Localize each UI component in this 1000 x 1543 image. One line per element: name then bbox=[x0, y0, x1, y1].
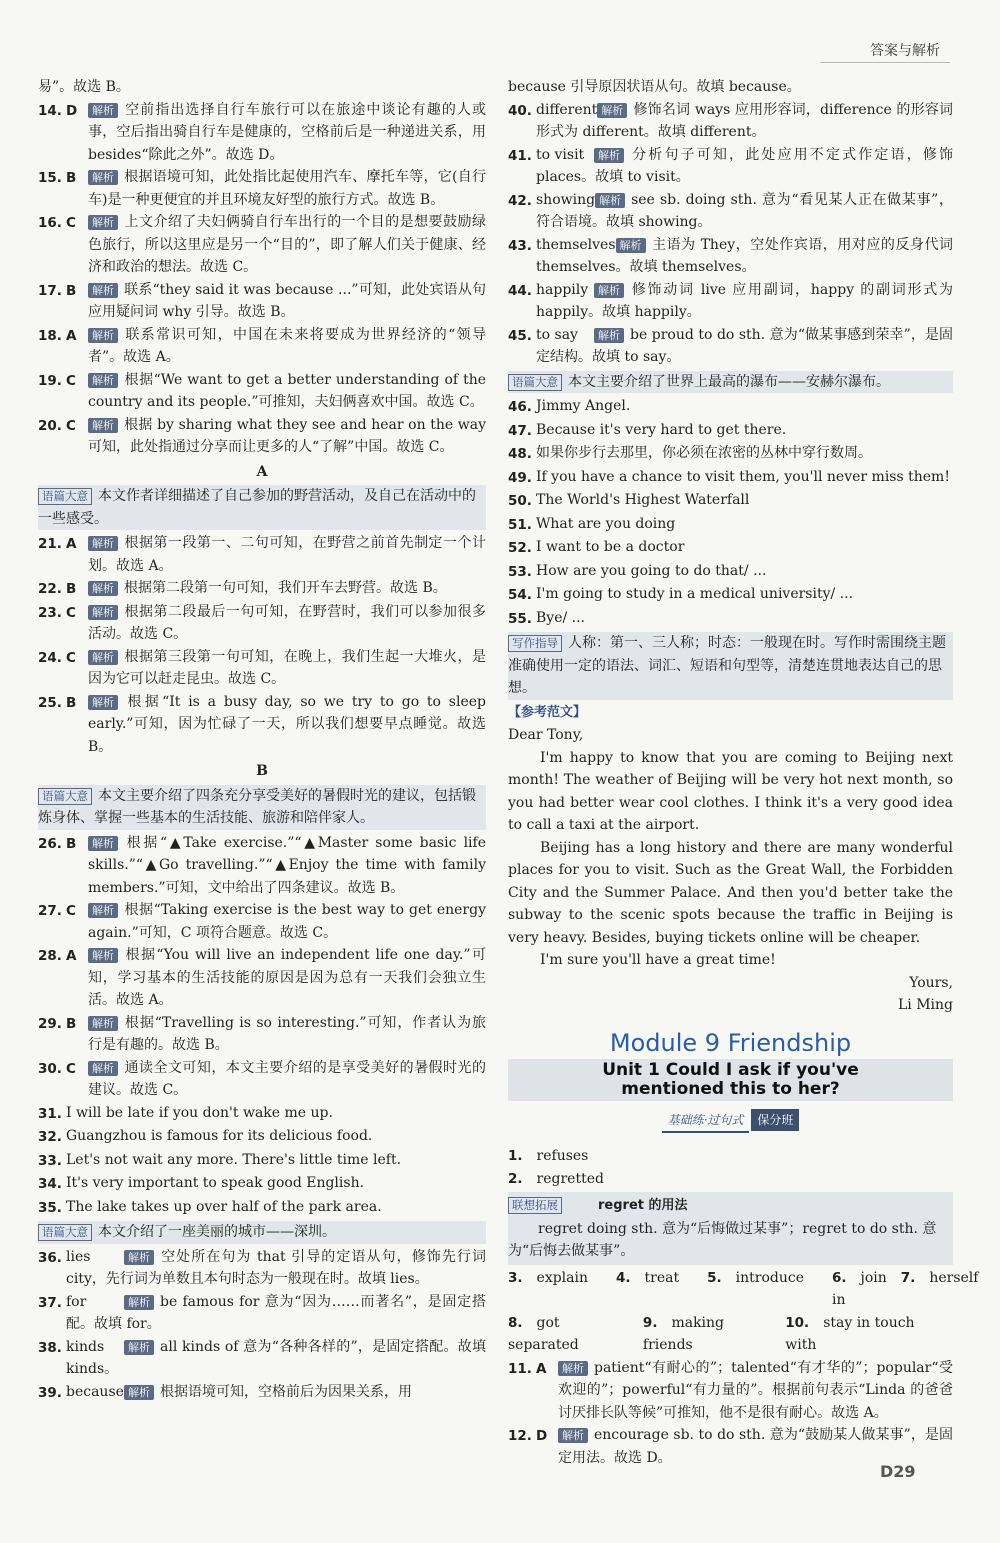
fill-content bbox=[536, 99, 953, 144]
analysis-tag: 解析 bbox=[88, 605, 118, 620]
analysis-tag: 解析 bbox=[88, 170, 118, 185]
question-number: 1. bbox=[508, 1148, 523, 1164]
question-number: 37. bbox=[38, 1294, 62, 1311]
answer-text: It's very important to speak good English. bbox=[66, 1175, 365, 1191]
explanation-text bbox=[88, 369, 486, 414]
analysis-tag: 解析 bbox=[124, 1250, 154, 1265]
word-answer bbox=[785, 1312, 939, 1357]
question-item bbox=[508, 1357, 953, 1425]
word-answer bbox=[508, 1267, 602, 1290]
answer-word: refuses bbox=[536, 1148, 589, 1164]
fill-item bbox=[38, 1336, 486, 1381]
page-header-title: 答案与解析 bbox=[870, 43, 940, 59]
filled-word: showing bbox=[536, 191, 596, 208]
question-item bbox=[38, 1012, 486, 1057]
filled-word: to visit bbox=[536, 146, 585, 163]
explanation-text bbox=[558, 1357, 953, 1425]
essay-greeting: Dear Tony, bbox=[508, 727, 584, 743]
question-number: 34. bbox=[38, 1176, 62, 1192]
answer-letter: A bbox=[66, 327, 77, 344]
question-number: 54. bbox=[508, 587, 532, 603]
filled-word: different bbox=[536, 101, 598, 118]
essay-label: 【参考范文】 bbox=[508, 704, 587, 720]
answer-item bbox=[508, 560, 953, 584]
analysis-tag: 解析 bbox=[88, 903, 118, 918]
question-number: 33. bbox=[38, 1152, 62, 1169]
question-item bbox=[38, 99, 486, 167]
answer-letter: D bbox=[536, 1428, 548, 1444]
question-number: 30. bbox=[38, 1060, 62, 1077]
question-number: 49. bbox=[508, 469, 532, 486]
fill-content bbox=[66, 1291, 486, 1336]
level-label: 基础练·过句式 bbox=[662, 1109, 750, 1134]
section-heading: B bbox=[256, 763, 268, 779]
explanation-body: 修饰名词 ways 应用形容词，difference 的形容词形式为 different。故填 different。 bbox=[536, 101, 953, 140]
question-number: 35. bbox=[38, 1199, 62, 1216]
explanation-body: see sb. doing sth. 意为“看见某人正在做某事”，符合语境。故填 showing。 bbox=[536, 191, 953, 230]
analysis-tag: 解析 bbox=[616, 238, 646, 253]
answer-letter: B bbox=[66, 282, 77, 299]
answer-text: 如果你步行去那里，你必须在浓密的丛林中穿行数周。 bbox=[536, 445, 872, 461]
right-column bbox=[508, 76, 979, 1469]
question-number: 15. bbox=[38, 170, 62, 186]
fill-item bbox=[508, 144, 953, 189]
question-item bbox=[38, 601, 486, 646]
filled-word: to say bbox=[536, 326, 578, 343]
answer-word: regretted bbox=[536, 1170, 604, 1187]
answer-text: I'm going to study in a medical university/ ... bbox=[536, 586, 854, 602]
explanation-text bbox=[88, 1012, 486, 1057]
explanation-text bbox=[88, 899, 486, 944]
passage-summary bbox=[38, 785, 486, 830]
analysis-tag: 解析 bbox=[594, 148, 624, 163]
question-item bbox=[38, 1057, 486, 1102]
question-number: 29. bbox=[38, 1015, 62, 1032]
question-number: 12. bbox=[508, 1428, 532, 1444]
explanation-text bbox=[88, 1057, 486, 1102]
analysis-tag: 解析 bbox=[595, 193, 625, 208]
answer-item bbox=[508, 583, 953, 607]
answer-item bbox=[38, 1172, 486, 1196]
analysis-tag: 解析 bbox=[88, 215, 118, 230]
explanation-body: 修饰动词 live 应用副词，happy 的副词形式为 happily。故填 happily。 bbox=[536, 281, 953, 320]
answer-word: stay in touch with bbox=[785, 1314, 915, 1353]
explanation-body: encourage sb. to do sth. 意为“鼓励某人做某事”，是固定用法。故选 D。 bbox=[558, 1427, 953, 1466]
analysis-tag: 解析 bbox=[88, 103, 118, 118]
explanation-body: 根据“Travelling is so interesting.”可知，作者认为旅行是有趣的。故选 B。 bbox=[88, 1014, 486, 1053]
answer-word: herself bbox=[929, 1269, 979, 1286]
analysis-tag: 解析 bbox=[88, 581, 118, 596]
passage-summary bbox=[508, 371, 953, 394]
answer-item bbox=[508, 489, 953, 513]
question-number: 25. bbox=[38, 694, 62, 711]
answer-text: The World's Highest Waterfall bbox=[536, 492, 750, 508]
question-number: 8. bbox=[508, 1314, 523, 1331]
question-item bbox=[38, 944, 486, 1012]
question-number: 50. bbox=[508, 493, 532, 509]
answer-item bbox=[38, 1149, 486, 1173]
answer-letter: D bbox=[66, 102, 78, 119]
answer-letter: C bbox=[66, 215, 76, 231]
summary-tag: 语篇大意 bbox=[38, 1224, 92, 1241]
question-number: 28. bbox=[38, 948, 62, 964]
answer-word: treat bbox=[644, 1269, 680, 1286]
summary-tag: 语篇大意 bbox=[508, 374, 562, 391]
question-number: 11. bbox=[508, 1360, 532, 1377]
answer-word: explain bbox=[536, 1269, 588, 1286]
fill-content bbox=[536, 324, 953, 369]
explanation-body: 根据语境可知，此处指比起使用汽车、摩托车等，它(自行车)是一种更便宜的并且环境友好型的旅行方式。故选 B。 bbox=[88, 169, 486, 208]
explanation-text bbox=[88, 532, 486, 577]
question-item bbox=[38, 324, 486, 369]
word-answer bbox=[508, 1145, 602, 1168]
explanation-body: 根据“It is a busy day, so we try to go to sleep early.”可知，因为忙碌了一天，所以我们想要早点睡觉。故选 B。 bbox=[88, 693, 486, 755]
analysis-tag: 解析 bbox=[88, 373, 118, 388]
fill-content bbox=[66, 1246, 486, 1291]
essay-paragraph: I'm sure you'll have a great time! bbox=[540, 952, 776, 968]
answer-text: Let's not wait any more. There's little time left. bbox=[66, 1151, 402, 1168]
analysis-tag: 解析 bbox=[88, 1016, 118, 1031]
answer-text: Guangzhou is famous for its delicious food. bbox=[66, 1128, 373, 1144]
answer-item bbox=[508, 442, 953, 466]
answer-letter: C bbox=[66, 372, 76, 389]
answer-text: If you have a chance to visit them, you'll never miss them! bbox=[536, 468, 950, 485]
summary-text: 本文作者详细描述了自己参加的野营活动，及自己在活动中的一些感受。 bbox=[38, 488, 476, 527]
essay-closing: Yours, bbox=[909, 974, 953, 991]
question-item bbox=[38, 899, 486, 944]
question-number: 21. bbox=[38, 536, 62, 552]
question-number: 5. bbox=[707, 1269, 722, 1286]
extension-title: regret 的用法 bbox=[598, 1198, 688, 1213]
filled-word: for bbox=[66, 1293, 87, 1310]
explanation-body: 分析句子可知，此处应用不定式作定语，修饰 places。故填 to visit。 bbox=[536, 146, 953, 185]
answer-item bbox=[508, 395, 953, 419]
answer-text: Jimmy Angel. bbox=[536, 398, 631, 414]
explanation-body: 空前指出选择自行车旅行可以在旅途中谈论有趣的人或事，空后指出骑自行车是健康的，空格前后是一种递进关系，用 besides“除此之外”。故选 D。 bbox=[88, 101, 486, 163]
answer-item bbox=[508, 419, 953, 443]
analysis-tag: 解析 bbox=[597, 103, 627, 118]
question-number: 27. bbox=[38, 903, 62, 919]
answer-row bbox=[508, 1312, 953, 1357]
explanation-body: 根据“We want to get a better understanding of the country and its people.”可推知，夫妇俩喜欢中国。故选 C。 bbox=[88, 371, 486, 410]
analysis-tag: 解析 bbox=[88, 948, 118, 963]
answer-item bbox=[38, 1125, 486, 1149]
question-item bbox=[38, 532, 486, 577]
fill-item bbox=[508, 234, 953, 279]
level-badge: 保分班 bbox=[751, 1109, 799, 1132]
essay-signature: Li Ming bbox=[897, 997, 953, 1013]
explanation-body: 根据“▲Take exercise.”“▲Master some basic life skills.”“▲Go travelling.”“▲Enjoy the time with family members.”可知，文中给出了四条建议。故选 B。 bbox=[88, 834, 486, 896]
explanation-body: 根据第二段最后一句可知，在野营时，我们可以参加很多活动。故选 C。 bbox=[88, 603, 486, 642]
question-number: 6. bbox=[832, 1269, 847, 1286]
explanation-body: 根据第二段第一句可知，我们开车去野营。故选 B。 bbox=[124, 580, 447, 596]
answer-letter: A bbox=[66, 536, 77, 552]
model-essay bbox=[508, 702, 953, 1017]
explanation-text bbox=[88, 414, 486, 459]
question-number: 19. bbox=[38, 372, 62, 389]
question-number: 7. bbox=[900, 1269, 916, 1286]
fill-item bbox=[38, 1291, 486, 1336]
filled-word: happily bbox=[536, 281, 589, 298]
question-item bbox=[38, 369, 486, 414]
question-number: 45. bbox=[508, 327, 532, 344]
filled-word: themselves bbox=[536, 236, 616, 253]
answer-row bbox=[508, 1145, 953, 1168]
question-number: 16. bbox=[38, 215, 62, 231]
question-number: 31. bbox=[38, 1105, 62, 1122]
explanation-body: 根据“You will live an independent life one day.”可知，学习基本的生活技能的原因是因为总有一天我们会独立生活。故选 A。 bbox=[88, 947, 486, 1008]
explanation-body: 根据第三段第一句可知，在晚上，我们生起一大堆火，是因为它可以赶走昆虫。故选 C。 bbox=[88, 648, 486, 687]
explanation-body: all kinds of 意为“各种各样的”，是固定搭配。故填 kinds。 bbox=[66, 1338, 486, 1377]
answer-text: Bye/ ... bbox=[536, 609, 585, 626]
extension-box bbox=[508, 1192, 953, 1265]
question-number: 26. bbox=[38, 835, 62, 852]
explanation-text bbox=[88, 601, 486, 646]
unit-title bbox=[508, 1059, 953, 1101]
question-number: 4. bbox=[616, 1269, 631, 1286]
explanation-text bbox=[88, 324, 486, 369]
question-number: 22. bbox=[38, 581, 62, 597]
summary-text: 本文主要介绍了四条充分享受美好的暑假时光的建议，包括锻炼身体、掌握一些基本的生活技能、旅游和陪伴家人。 bbox=[38, 787, 476, 826]
question-number: 10. bbox=[785, 1314, 810, 1331]
analysis-tag: 解析 bbox=[88, 650, 118, 665]
analysis-tag: 解析 bbox=[124, 1385, 154, 1400]
fill-content bbox=[536, 279, 953, 324]
answer-word: introduce bbox=[735, 1269, 804, 1286]
extension-tag: 联想拓展 bbox=[508, 1197, 562, 1214]
answer-item bbox=[508, 466, 953, 490]
continued-line: because 引导原因状语从句。故填 because。 bbox=[508, 79, 801, 95]
answer-item bbox=[508, 513, 953, 537]
fill-item bbox=[508, 189, 953, 234]
page-number: D29 bbox=[880, 1462, 916, 1481]
question-number: 52. bbox=[508, 540, 532, 556]
question-item bbox=[38, 832, 486, 900]
word-answer bbox=[707, 1267, 818, 1290]
analysis-tag: 解析 bbox=[88, 1061, 118, 1076]
analysis-tag: 解析 bbox=[558, 1428, 588, 1443]
question-number: 14. bbox=[38, 102, 62, 119]
analysis-tag: 解析 bbox=[88, 695, 118, 710]
question-item bbox=[38, 279, 486, 324]
answer-letter: B bbox=[66, 835, 77, 852]
answer-letter: C bbox=[66, 1060, 76, 1077]
analysis-tag: 解析 bbox=[88, 418, 118, 433]
explanation-text bbox=[88, 691, 486, 759]
explanation-body: 根据语境可知，空格前后为因果关系，用 bbox=[160, 1383, 412, 1400]
question-number: 18. bbox=[38, 327, 62, 344]
answer-item bbox=[508, 607, 953, 631]
section-heading: A bbox=[256, 463, 268, 480]
explanation-body: 空处所在句为 that 引导的定语从句，修饰先行词 city，先行词为单数且本句时态为一般现在时。故填 lies。 bbox=[66, 1248, 486, 1287]
explanation-body: 主语为 They，空处作宾语，用对应的反身代词 themselves。故填 themselves。 bbox=[536, 236, 953, 275]
filled-word: lies bbox=[66, 1248, 91, 1265]
fill-content bbox=[66, 1336, 486, 1381]
question-number: 17. bbox=[38, 282, 62, 299]
explanation-body: 上文介绍了夫妇俩骑自行车出行的一个目的是想要鼓励绿色旅行，所以这里应是另一个“目的”，即了解人们关于健康、经济和政治的想法。故选 C。 bbox=[88, 214, 486, 275]
explanation-text bbox=[88, 211, 486, 279]
summary-text: 本文主要介绍了世界上最高的瀑布——安赫尔瀑布。 bbox=[568, 373, 890, 390]
passage-summary bbox=[508, 632, 953, 700]
fill-item bbox=[508, 99, 953, 144]
question-number: 55. bbox=[508, 610, 532, 627]
question-number: 20. bbox=[38, 417, 62, 434]
level-banner bbox=[508, 1109, 953, 1134]
answer-letter: B bbox=[66, 170, 77, 186]
analysis-tag: 解析 bbox=[88, 836, 118, 851]
header-rule bbox=[820, 62, 950, 63]
answer-item bbox=[38, 1196, 486, 1220]
analysis-tag: 解析 bbox=[594, 328, 624, 343]
answer-letter: A bbox=[536, 1360, 547, 1377]
explanation-text bbox=[88, 944, 486, 1012]
analysis-tag: 解析 bbox=[88, 283, 118, 298]
question-number: 48. bbox=[508, 446, 532, 462]
question-item bbox=[38, 646, 486, 691]
answer-text: The lake takes up over half of the park area. bbox=[66, 1198, 382, 1215]
extension-header bbox=[508, 1194, 953, 1218]
word-answer bbox=[643, 1312, 771, 1357]
analysis-tag: 解析 bbox=[88, 328, 118, 343]
question-number: 44. bbox=[508, 282, 532, 299]
question-number: 53. bbox=[508, 563, 532, 580]
question-number: 23. bbox=[38, 604, 62, 621]
essay-paragraph: I'm happy to know that you are coming to Beijing next month! The weather of Beijing will be very hot next month, so you had better wear cool clothes. I think it's a very good idea to call a taxi at the airport. bbox=[508, 749, 953, 833]
module-title: Module 9 Friendship bbox=[609, 1028, 852, 1057]
question-number: 3. bbox=[508, 1269, 523, 1286]
summary-tag: 写作指导 bbox=[508, 635, 562, 652]
fill-item bbox=[508, 279, 953, 324]
question-number: 38. bbox=[38, 1339, 62, 1356]
summary-tag: 语篇大意 bbox=[38, 788, 92, 805]
filled-word: kinds bbox=[66, 1338, 105, 1355]
explanation-body: 根据 by sharing what they see and hear on the way 可知，此处指通过分享而让更多的人“了解”中国。故选 C。 bbox=[88, 416, 486, 455]
passage-summary bbox=[38, 1221, 486, 1244]
question-number: 36. bbox=[38, 1249, 62, 1266]
question-number: 47. bbox=[508, 422, 532, 439]
word-answer bbox=[508, 1312, 629, 1357]
explanation-body: 联系“they said it was because ...”可知，此处宾语从句应用疑问词 why 引导。故选 B。 bbox=[88, 281, 486, 320]
explanation-text bbox=[88, 832, 486, 900]
word-answer bbox=[832, 1267, 887, 1312]
answer-word: join in bbox=[832, 1269, 887, 1308]
fill-item bbox=[38, 1381, 486, 1405]
answer-word: making friends bbox=[642, 1314, 725, 1353]
passage-summary bbox=[38, 485, 486, 530]
question-item bbox=[38, 691, 486, 759]
left-column bbox=[38, 76, 486, 1404]
analysis-tag: 解析 bbox=[594, 283, 624, 298]
answer-letter: A bbox=[66, 948, 77, 964]
question-number: 24. bbox=[38, 649, 62, 666]
explanation-body: 联系常识可知，中国在未来将要成为世界经济的“领导者”。故选 A。 bbox=[88, 326, 486, 365]
analysis-tag: 解析 bbox=[88, 536, 118, 551]
question-number: 39. bbox=[38, 1384, 62, 1401]
unit-title-line: Unit 1 Could I ask if you've bbox=[602, 1059, 859, 1080]
analysis-tag: 解析 bbox=[124, 1295, 154, 1310]
word-answer bbox=[901, 1267, 993, 1290]
answer-letter: C bbox=[66, 903, 76, 919]
answer-letter: B bbox=[66, 1015, 77, 1032]
fill-content bbox=[536, 144, 953, 189]
question-number: 43. bbox=[508, 237, 532, 254]
answer-letter: B bbox=[66, 694, 77, 711]
analysis-tag: 解析 bbox=[558, 1361, 588, 1376]
filled-word: because bbox=[66, 1383, 124, 1400]
explanation-body: be famous for 意为“因为……而著名”，是固定搭配。故填 for。 bbox=[66, 1293, 486, 1332]
question-item bbox=[38, 414, 486, 459]
answer-item bbox=[38, 1102, 486, 1126]
answer-text: I will be late if you don't wake me up. bbox=[66, 1104, 333, 1121]
explanation-text bbox=[88, 166, 486, 211]
unit-title-line: mentioned this to her? bbox=[621, 1078, 840, 1099]
question-number: 41. bbox=[508, 147, 532, 164]
analysis-tag: 解析 bbox=[124, 1340, 154, 1355]
answer-text: What are you doing bbox=[536, 515, 676, 532]
question-number: 46. bbox=[508, 399, 532, 415]
explanation-body: be proud to do sth. 意为“做某事感到荣幸”，是固定结构。故填 to say。 bbox=[536, 326, 953, 365]
answer-letter: C bbox=[66, 417, 76, 434]
question-number: 9. bbox=[642, 1314, 658, 1331]
summary-text: 人称：第一、三人称；时态：一般现在时。写作时需围绕主题准确使用一定的语法、词汇、短语和句型等，清楚连贯地表达自己的思想。 bbox=[508, 635, 946, 696]
answer-letter: C bbox=[66, 649, 76, 666]
question-number: 42. bbox=[508, 192, 532, 209]
answer-row bbox=[508, 1267, 979, 1312]
question-item bbox=[38, 577, 486, 601]
answer-text: I want to be a doctor bbox=[536, 539, 685, 555]
answer-text: Because it's very hard to get there. bbox=[536, 421, 787, 438]
word-answer bbox=[616, 1267, 693, 1290]
explanation-text bbox=[88, 577, 486, 600]
continued-line: 易”。故选 B。 bbox=[38, 79, 130, 95]
explanation-text bbox=[88, 279, 486, 324]
fill-item bbox=[38, 1246, 486, 1291]
question-item bbox=[38, 211, 486, 279]
explanation-body: 根据“Taking exercise is the best way to get energy again.”可知，C 项符合题意。故选 C。 bbox=[88, 902, 486, 941]
question-number: 51. bbox=[508, 516, 532, 533]
answer-word: got separated bbox=[508, 1314, 579, 1353]
word-answer bbox=[508, 1168, 618, 1191]
answer-letter: B bbox=[66, 581, 77, 597]
question-number: 2. bbox=[508, 1170, 523, 1187]
explanation-body: patient“有耐心的”；talented“有才华的”；popular“受欢迎的”；powerful“有力量的”。根据前句表示“Linda 的爸爸讨厌排长队等候”可推知，他不是很有耐心。故选 A。 bbox=[558, 1359, 953, 1421]
question-number: 32. bbox=[38, 1129, 62, 1145]
fill-content bbox=[66, 1381, 486, 1404]
explanation-text bbox=[88, 646, 486, 691]
answer-letter: C bbox=[66, 604, 76, 621]
explanation-body: 通读全文可知，本文主要介绍的是享受美好的暑假时光的建议。故选 C。 bbox=[88, 1059, 486, 1098]
question-number: 40. bbox=[508, 102, 532, 119]
summary-tag: 语篇大意 bbox=[38, 488, 92, 505]
extension-text: regret doing sth. 意为“后悔做过某事”；regret to do sth. 意为“后悔去做某事”。 bbox=[508, 1220, 937, 1259]
explanation-body: 根据第一段第一、二句可知，在野营之前首先制定一个计划。故选 A。 bbox=[88, 535, 486, 574]
fill-content bbox=[536, 234, 953, 279]
fill-item bbox=[508, 324, 953, 369]
summary-text: 本文介绍了一座美丽的城市——深圳。 bbox=[98, 1224, 336, 1240]
fill-content bbox=[536, 189, 953, 234]
answer-text: How are you going to do that/ ... bbox=[536, 562, 767, 579]
question-item bbox=[38, 166, 486, 211]
explanation-text bbox=[88, 99, 486, 167]
answer-item bbox=[508, 536, 953, 560]
answer-row bbox=[508, 1168, 953, 1191]
essay-paragraph: Beijing has a long history and there are many wonderful places for you to visit. Such as the Great Wall, the Forbidden City and the Summer Palace. And then you'd better take the subway to the scenic spots because the traffic in Beijing is very heavy. Besides, buying tickets online will be cheaper. bbox=[508, 839, 953, 946]
